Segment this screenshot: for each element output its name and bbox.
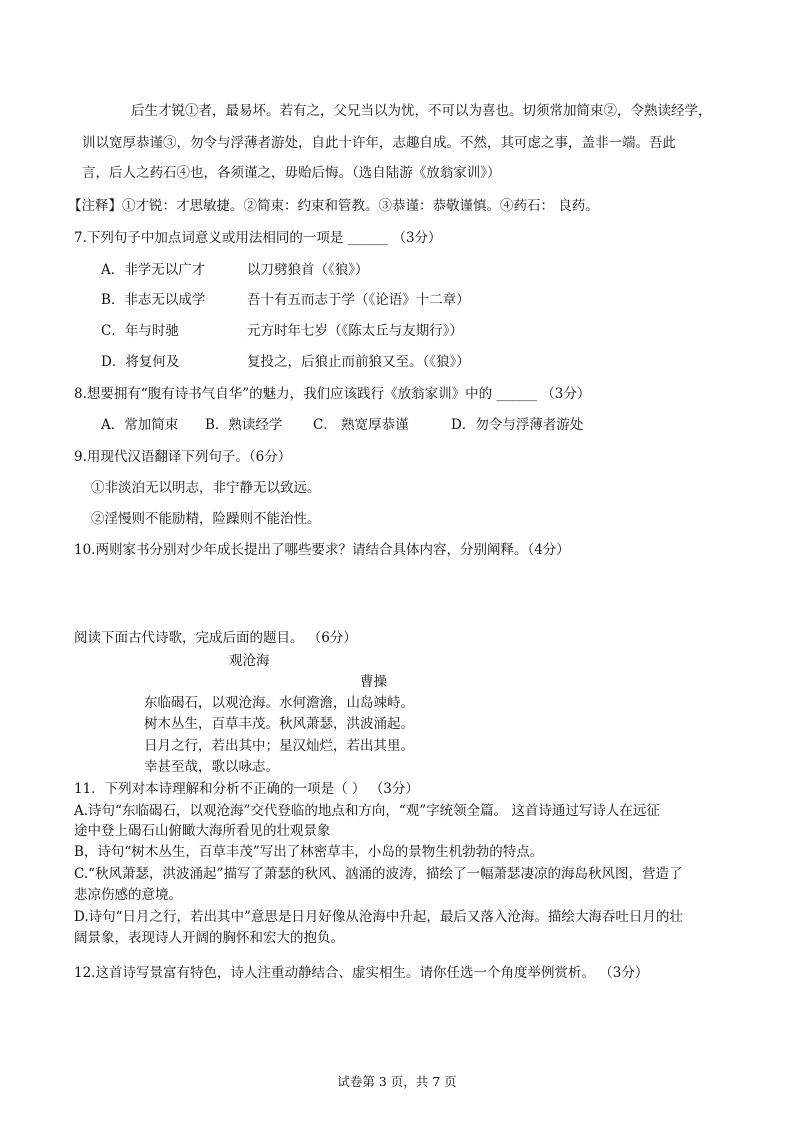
question-7-option-d-left: D．将复何及: [101, 354, 180, 370]
question-7-option-b-right: 吾十有五而志于学（《论语》十二章）: [247, 292, 470, 308]
question-11-line-3: B，诗句“树木丛生，百草丰茂”写出了林密草丰，小岛的景物生机勃勃的特点。: [74, 844, 544, 860]
question-7-option-b-left: B．非志无以成学: [101, 292, 206, 308]
question-9-stem: 9.用现代汉语翻译下列句子。（6分）: [74, 449, 292, 465]
question-8-option-b: B．熟读经学: [205, 417, 283, 433]
question-7-option-d-right: 复投之，后狼止而前狼又至。（《狼》）: [247, 354, 470, 370]
question-9-item-2: ②淫慢则不能励精，险躁则不能治性。: [91, 511, 321, 527]
question-9-item-1: ①非淡泊无以明志，非宁静无以致远。: [91, 480, 321, 496]
question-11-line-2: 途中登上碣石山俯瞰大海所看见的壮观景象: [74, 823, 331, 839]
question-8-option-c: C． 熟宽厚恭谨: [313, 417, 409, 433]
question-11-line-6: D.诗句“日月之行，若出其中”意思是日月好像从沧海中升起，最后又落入沧海。描绘大海吞吐日月的壮: [74, 909, 683, 925]
question-8-option-d: D．勿令与浮薄者游处: [451, 417, 584, 433]
page-footer: 试卷第 3 页，共 7 页: [337, 1074, 457, 1089]
passage-line-3: 言，后人之药石④也，各须谨之，毋贻后悔。（选自陆游《放翁家训》）: [82, 165, 501, 181]
question-7-option-a-left: A．非学无以广才: [101, 262, 206, 278]
poem-author: 曹操: [360, 674, 387, 690]
poem-section-intro: 阅读下面古代诗歌，完成后面的题目。 （6分）: [74, 630, 357, 646]
question-11-line-4: C.“秋风萧瑟，洪波涌起”描写了萧瑟的秋风、汹涌的波涛，描绘了一幅萧瑟凄凉的海岛秋风图，营造了: [74, 866, 683, 882]
poem-line-1: 东临碣石，以观沧海。水何澹澹，山岛竦峙。: [144, 695, 414, 711]
question-11-stem: 11．下列对本诗理解和分析不正确的一项是（ ） （3分）: [74, 781, 419, 797]
question-7-option-c-right: 元方时年七岁（《陈太丘与友期行》）: [247, 323, 463, 339]
annotation-note: 【注释】①才锐：才思敏捷。②简束：约束和管教。③恭谨：恭敬谨慎。④药石： 良药。: [68, 198, 599, 214]
question-8-option-a: A．常加简束: [101, 417, 179, 433]
poem-line-2: 树木丛生，百草丰茂。秋风萧瑟，洪波涌起。: [144, 716, 414, 732]
passage-line-2: 训以宽厚恭谨③，勿令与浮薄者游处，自此十许年，志趣自成。不然，其可虑之事，盖非一端。吾此: [82, 135, 676, 151]
passage-line-1: 后生才锐①者，最易坏。若有之，父兄当以为忧，不可以为喜也。切须常加简束②，令熟读经学，: [131, 103, 712, 119]
question-11-line-7: 阔景象，表现诗人开阔的胸怀和宏大的抱负。: [74, 930, 344, 946]
question-11-line-1: A.诗句“东临碣石，以观沧海”交代登临的地点和方向，“观”字统领全篇。 这首诗通过写诗人在远征: [74, 803, 660, 819]
question-11-line-5: 悲凉伤感的意境。: [74, 887, 182, 903]
poem-line-3: 日月之行，若出其中；星汉灿烂，若出其里。: [144, 738, 414, 754]
poem-line-4: 幸甚至哉，歌以咏志。: [144, 759, 279, 775]
question-10-stem: 10.两则家书分别对少年成长提出了哪些要求？请结合具体内容，分别阐释。（4分）: [74, 542, 570, 558]
question-12-stem: 12.这首诗写景富有特色，诗人注重动静结合、虚实相生。请你任选一个角度举例赏析。 （3分）: [74, 965, 649, 981]
question-7-stem: 7.下列句子中加点词意义或用法相同的一项是 ______ （3分）: [74, 230, 442, 246]
question-7-option-c-left: C．年与时驰: [101, 323, 179, 339]
question-7-option-a-right: 以刀劈狼首（《狼》）: [247, 262, 369, 278]
question-8-stem: 8.想要拥有“腹有诗书气自华”的魅力，我们应该践行《放翁家训》中的 ______ （3分）: [74, 386, 591, 402]
poem-title: 观沧海: [229, 653, 270, 669]
